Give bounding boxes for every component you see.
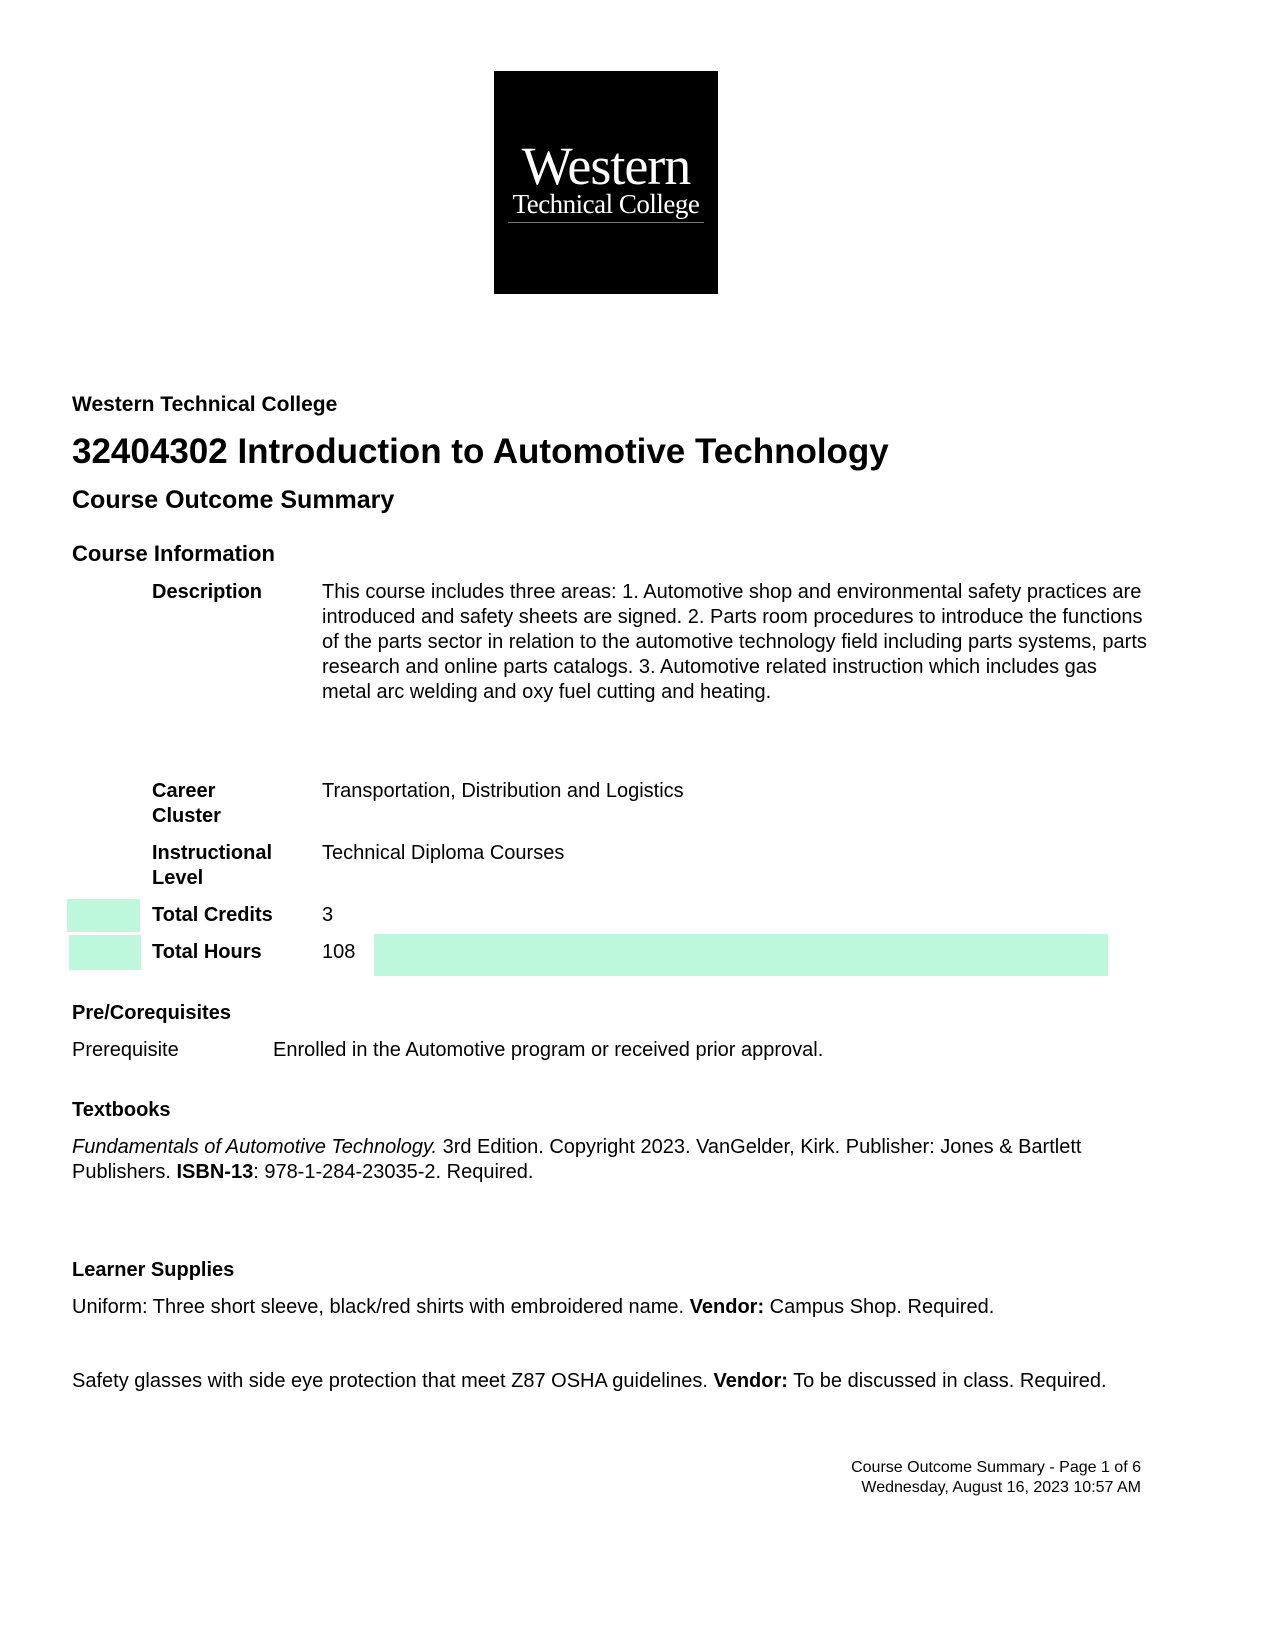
footer-page: Course Outcome Summary - Page 1 of 6 xyxy=(851,1459,1141,1476)
supply-text: Uniform: Three short sleeve, black/red shirts with embroidered name. xyxy=(72,1296,690,1318)
supply-text: Safety glasses with side eye protection that meet Z87 OSHA guidelines. xyxy=(72,1370,714,1392)
description-label: Description xyxy=(152,581,263,603)
textbooks-heading: Textbooks xyxy=(72,1099,171,1121)
supply-item xyxy=(72,1295,1132,1320)
supply-item xyxy=(72,1369,1132,1394)
college-logo xyxy=(494,71,718,294)
course-title: 32404302 Introduction to Automotive Technology xyxy=(72,432,889,471)
college-name: Western Technical College xyxy=(72,393,338,416)
instructional-level-label: Instructional Level xyxy=(152,842,273,889)
total-credits-value: 3 xyxy=(322,904,334,926)
credits-highlight xyxy=(67,899,140,932)
prereq-heading: Pre/Corequisites xyxy=(72,1002,231,1024)
vendor-label: Vendor: xyxy=(713,1370,788,1392)
course-info-heading: Course Information xyxy=(72,541,275,566)
hours-row-highlight xyxy=(374,934,1108,976)
vendor-value: Campus Shop. Required. xyxy=(764,1296,995,1318)
page-footer xyxy=(851,1458,1141,1498)
career-cluster-label: Career Cluster xyxy=(152,780,221,827)
description-text: This course includes three areas: 1. Automotive shop and environmental safety practices are introduced and safety sheets are signed. 2. Parts room procedures to introduce the functions of the parts sector in relation to the automotive technology field including parts systems, parts research and online parts catalogs. 3. Automotive related instruction which includes gas metal arc welding and oxy fuel cutting and heating. xyxy=(322,581,1147,703)
prereq-type: Prerequisite xyxy=(72,1039,179,1061)
total-hours-label: Total Hours xyxy=(152,941,262,963)
total-hours-value: 108 xyxy=(322,941,356,963)
logo-underline xyxy=(508,222,704,223)
textbook-entry xyxy=(72,1135,1132,1185)
career-cluster-value: Transportation, Distribution and Logistics xyxy=(322,780,684,802)
prereq-text: Enrolled in the Automotive program or received prior approval. xyxy=(273,1039,824,1061)
logo-line2: Technical College xyxy=(512,189,700,219)
isbn-value: : 978-1-284-23035-2. Required. xyxy=(253,1161,534,1183)
vendor-label: Vendor: xyxy=(689,1296,765,1318)
textbook-details: 3rd Edition. Copyright 2023. VanGelder, Kirk. Publisher: Jones & Bartlett Publishers. xyxy=(72,1136,1082,1183)
supplies-heading: Learner Supplies xyxy=(72,1259,235,1281)
total-credits-label: Total Credits xyxy=(152,904,273,926)
isbn-label: ISBN-13 xyxy=(176,1161,254,1183)
document-subtitle: Course Outcome Summary xyxy=(72,486,395,514)
hours-highlight xyxy=(69,935,141,970)
footer-date: Wednesday, August 16, 2023 10:57 AM xyxy=(861,1479,1141,1496)
instructional-level-value: Technical Diploma Courses xyxy=(322,842,565,864)
textbook-title: Fundamentals of Automotive Technology. xyxy=(72,1136,438,1158)
logo-line1: Western xyxy=(521,136,691,196)
vendor-value: To be discussed in class. Required. xyxy=(787,1370,1107,1392)
